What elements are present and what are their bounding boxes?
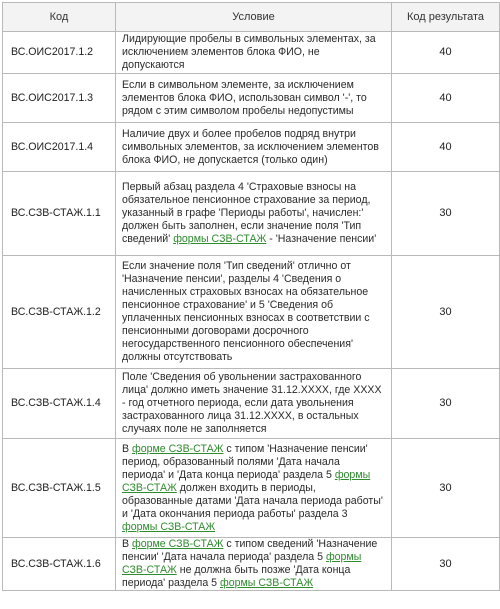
rule-code: ВС.ОИС2017.1.2	[3, 32, 116, 74]
header-condition: Условие	[116, 3, 392, 32]
rule-condition	[116, 256, 392, 369]
rule-condition	[116, 123, 392, 172]
rule-condition	[116, 32, 392, 74]
rule-condition	[116, 369, 392, 439]
condition-text: Если значение поля 'Тип сведений' отлично от 'Назначение пенсии', разделы 4 'Сведения о начисленных страховых взносах на обязательное пенсионное страхование' и 5 'Сведения об уплаченных пенсионных взносах в соответствии с пенсионными договорами досрочного негосударственного пенсионного обеспечения' должны отсутствовать	[122, 260, 370, 363]
rule-condition	[116, 74, 392, 123]
table-row	[3, 256, 500, 369]
table-row	[3, 32, 500, 74]
result-code: 40	[392, 32, 500, 74]
rule-code: ВС.ОИС2017.1.4	[3, 123, 116, 172]
condition-text: Наличие двух и более пробелов подряд внутри символьных элементов, за исключением элементов блока ФИО, не допускается (только один)	[122, 127, 379, 166]
table-row	[3, 369, 500, 439]
table-row	[3, 74, 500, 123]
condition-text: с типом 'Назначение пенсии' период, образованный полями 'Дата начала периода' и 'Дата конца периода' раздела 5	[122, 442, 368, 481]
form-link[interactable]: формы СЗВ-СТАЖ	[122, 468, 371, 494]
result-code: 30	[392, 538, 500, 591]
condition-text: Первый абзац раздела 4 'Страховые взносы на обязательное пенсионное страхование за период, указанный в графе 'Периоды работы', начислен:' должен быть заполнен, если значение поля 'Тип сведений'	[122, 181, 371, 245]
condition-text: В	[122, 538, 133, 550]
condition-text: должен входить в периоды, образованные датами 'Дата начала периода работы' и 'Дата окончания периода работы' раздела 3	[122, 481, 383, 520]
header-code: Код	[3, 3, 116, 32]
form-link[interactable]: форме СЗВ-СТАЖ	[132, 442, 224, 455]
table-header-row	[3, 3, 500, 32]
header-result-code: Код результата	[392, 3, 500, 32]
table-row	[3, 172, 500, 256]
result-code: 30	[392, 256, 500, 369]
form-link[interactable]: формы СЗВ-СТАЖ	[122, 520, 216, 533]
result-code: 30	[392, 369, 500, 439]
result-code: 30	[392, 439, 500, 538]
condition-text: не должна быть позже 'Дата конца периода' раздела 5	[122, 564, 351, 589]
rule-condition	[116, 172, 392, 256]
table-body	[3, 32, 500, 591]
form-link[interactable]: формы СЗВ-СТАЖ	[122, 551, 362, 576]
rule-code: ВС.СЗВ-СТАЖ.1.4	[3, 369, 116, 439]
rule-condition	[116, 439, 392, 538]
rules-table	[2, 2, 500, 591]
condition-text: - 'Назначение пенсии'	[266, 233, 377, 245]
rule-code: ВС.ОИС2017.1.3	[3, 74, 116, 123]
condition-text: Если в символьном элементе, за исключением элементов блока ФИО, использован символ '-', то рядом с этим символом пробелы недопустимы	[122, 78, 367, 117]
result-code: 40	[392, 123, 500, 172]
result-code: 30	[392, 172, 500, 256]
rule-condition	[116, 538, 392, 591]
form-link[interactable]: форме СЗВ-СТАЖ	[132, 538, 224, 550]
table-row	[3, 439, 500, 538]
condition-text: В	[122, 442, 133, 455]
rule-code: ВС.СЗВ-СТАЖ.1.2	[3, 256, 116, 369]
table-row	[3, 123, 500, 172]
table-row	[3, 538, 500, 591]
rule-code: ВС.СЗВ-СТАЖ.1.5	[3, 439, 116, 538]
rule-code: ВС.СЗВ-СТАЖ.1.1	[3, 172, 116, 256]
condition-text: с типом сведений 'Назначение пенсии' 'Дата начала периода' раздела 5	[122, 538, 378, 563]
form-link[interactable]: формы СЗВ-СТАЖ	[220, 577, 314, 589]
result-code: 40	[392, 74, 500, 123]
condition-text: Лидирующие пробелы в символьных элементах, за исключением элементов блока ФИО, не допускаются	[122, 33, 376, 71]
rule-code: ВС.СЗВ-СТАЖ.1.6	[3, 538, 116, 591]
form-link[interactable]: формы СЗВ-СТАЖ	[173, 233, 267, 245]
condition-text: Поле 'Сведения об увольнении застрахованного лица' должно иметь значение 31.12.XXXX, где XXXX - год отчетного периода, если дата увольнения застрахованного лица 31.12.XXXX, в остальных случаях поле не заполняется	[122, 371, 382, 435]
